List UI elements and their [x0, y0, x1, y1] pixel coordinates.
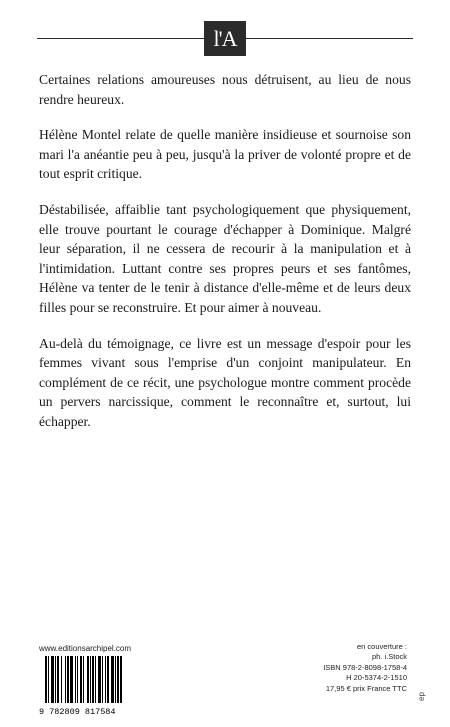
paragraph-3: Déstabilisée, affaiblie tant psychologiquement que physiquement, elle trouve pourtant le courage d'échapper à Dominique. Malgré leur séparation, il ne cessera de recourir à la manipulation et à l'intimidation. Luttant contre ses propres peurs et ses fantômes, Hélène va tenter de le tenir à distance d'elle-même et de leurs deux filles pour se reconstruire. Et pour aimer à nouveau.	[39, 201, 411, 315]
back-cover-text	[39, 70, 411, 448]
credits-block	[323, 642, 407, 694]
paragraph-2: Hélène Montel relate de quelle manière insidieuse et sournoise son mari l'a anéantie peu à peu, jusqu'à la priver de volonté propre et de tout esprit critique.	[39, 127, 411, 182]
paragraph-1: Certaines relations amoureuses nous détruisent, au lieu de nous rendre heureux.	[39, 72, 411, 107]
barcode-number: 9 782809 817584	[39, 707, 116, 716]
paragraph-4: Au-delà du témoignage, ce livre est un message d'espoir pour les femmes vivant sous l'emprise d'un conjoint manipulateur. En complément de ce récit, une psychologue montre comment procède un pervers narcissique, comment le reconnaître et, surtout, lui échapper.	[39, 335, 411, 429]
price: 17,95 € prix France TTC	[325, 683, 407, 693]
photo-credit: ph. i.Stock	[371, 652, 407, 662]
cover-label: en couverture :	[356, 642, 407, 651]
corner-mark: ep	[416, 692, 426, 701]
isbn: ISBN 978-2-8098-1758-4	[323, 662, 407, 672]
barcode	[37, 654, 149, 716]
publisher-logo: l'A	[204, 21, 246, 56]
publisher-website: www.editionsarchipel.com	[39, 644, 132, 653]
product-code: H 20-5374-2-1510	[346, 673, 407, 683]
